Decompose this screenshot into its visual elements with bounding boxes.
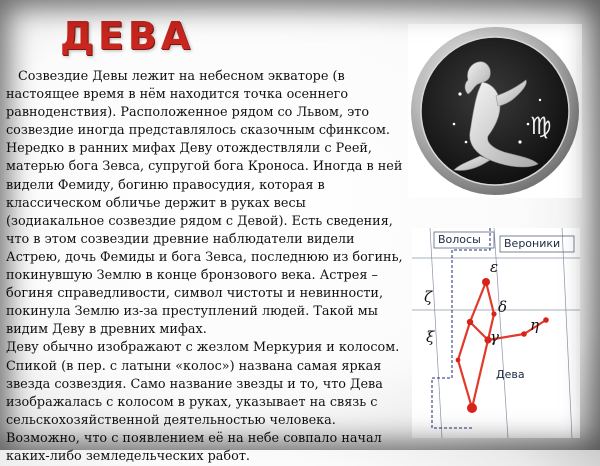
- paragraph-spica: Деву обычно изображают с жезлом Меркурия и колосом. Спикой (в пер. с латыни «колос») названа самая яркая звезда созвездия. Само название звезды и то, что Дева изображалась с колосом в руках, указывает на связь с сельскохозяйственной деятельностью человека. Возможно, что с появлением её на небе совпало начал каких-либо земледельческих работ.: [6, 340, 400, 464]
- map-label-deva: Дева: [496, 368, 525, 381]
- paragraph-mythology: Созвездие Девы лежит на небесном экваторе (в настоящее время в нём находится точка осеннего равноденствия). Расположенное рядом со Львом, это созвездие иногда представлялось сказочным сфинксом. Нередко в ранних мифах Деву отождествляли с Реей, матерью бога Зевса, супругой бога Кроноса. Иногда в ней видели Фемиду, богиню правосудия, которая в классическом обличье держит в руках весы (зодиакальное созвездие рядом с Девой). Есть сведения, что в этом созвездии древние наблюдатели видели Астрею, дочь Фемиды и бога Зевса, последнюю из богинь, покинувшую Землю в конце бронзового века. Астрея – богиня справедливости, символ чистоты и невинности, покинула Землю из-за преступлений людей. Такой мы видим Деву в древних мифах.: [6, 69, 403, 338]
- body-text: [6, 68, 404, 466]
- virgo-coin-image: [408, 24, 582, 198]
- map-label-veroniki: Вероники: [504, 237, 561, 250]
- star-label-zeta: ζ: [424, 288, 433, 306]
- star-label-xi: ξ: [426, 328, 435, 346]
- map-label-volosy: Волосы: [438, 233, 481, 246]
- virgo-star-map: [412, 228, 580, 438]
- virgo-sign-symbol: ♍: [530, 112, 552, 140]
- star-label-epsilon: ε: [490, 258, 499, 276]
- slide-title: ДЕВА: [60, 14, 195, 58]
- star-label-eta: η: [530, 316, 539, 334]
- star-label-gamma: γ: [490, 328, 499, 346]
- star-label-delta: δ: [498, 298, 508, 316]
